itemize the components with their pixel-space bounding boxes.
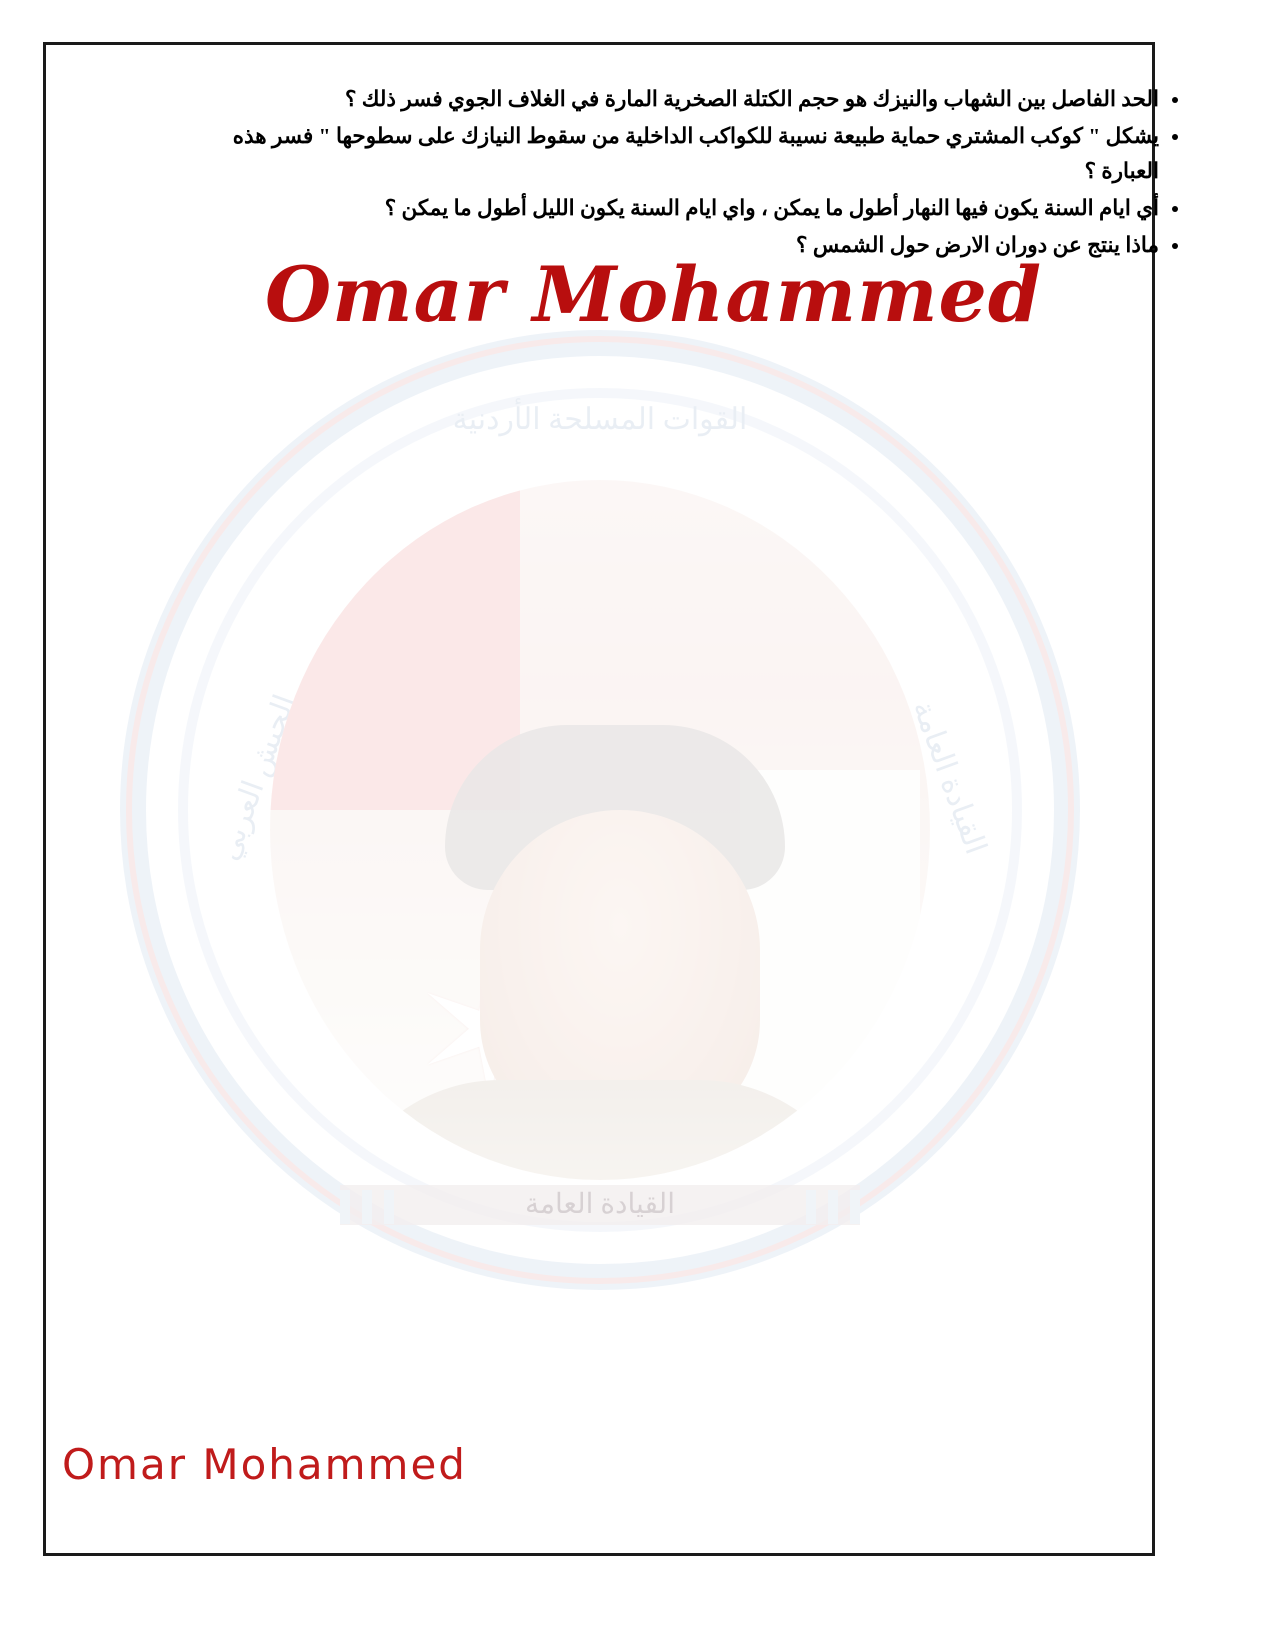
list-item: • يشكل " كوكب المشتري حماية طبيعة نسيبة للكواكب الداخلية من سقوط النيازك على سطوحها " فسر هذه العبارة ؟ [187, 119, 1159, 189]
emblem-bottom-label: القيادة العامة [525, 1189, 675, 1220]
background-watermark-emblem [55, 330, 1145, 1260]
emblem-tick [384, 1190, 394, 1224]
flag-star-icon: ✶ [410, 930, 570, 1140]
portrait-shoulders [330, 1080, 870, 1180]
list-item: • ماذا ينتج عن دوران الارض حول الشمس ؟ [187, 228, 1159, 263]
emblem-tick [340, 1190, 350, 1224]
list-item: • أي ايام السنة يكون فيها النهار أطول ما يمكن ، واي ايام السنة يكون الليل أطول ما يمكن ؟ [187, 191, 1159, 226]
emblem-red-ring [126, 336, 1074, 1284]
emblem-inner-ring [178, 388, 1022, 1232]
portrait-face [480, 810, 760, 1140]
emblem-tick [850, 1190, 860, 1224]
emblem-tick [362, 1190, 372, 1224]
emblem-outer [100, 330, 1100, 1330]
footer-signature: Omar Mohammed [62, 1440, 467, 1489]
flag-red-block [270, 480, 520, 810]
page-title: Omar Mohammed [265, 250, 1043, 339]
emblem-outer-ring [120, 330, 1080, 1290]
question-list [187, 82, 1187, 265]
portrait-beret [445, 725, 785, 890]
emblem-portrait-photo [270, 480, 930, 1180]
emblem-tick [828, 1190, 838, 1224]
emblem-left-text: الجيش العربي [211, 690, 302, 865]
emblem-top-text: القوات المسلحة الأردنية [452, 403, 748, 436]
emblem-bottom-bar [340, 1185, 860, 1225]
emblem-tick [806, 1190, 816, 1224]
emblem-right-text: القيادة العامة [906, 696, 993, 859]
list-item: • الحد الفاصل بين الشهاب والنيزك هو حجم الكتلة الصخرية المارة في الغلاف الجوي فسر ذلك ؟ [187, 82, 1159, 117]
photo-paper-highlight [740, 770, 920, 1180]
